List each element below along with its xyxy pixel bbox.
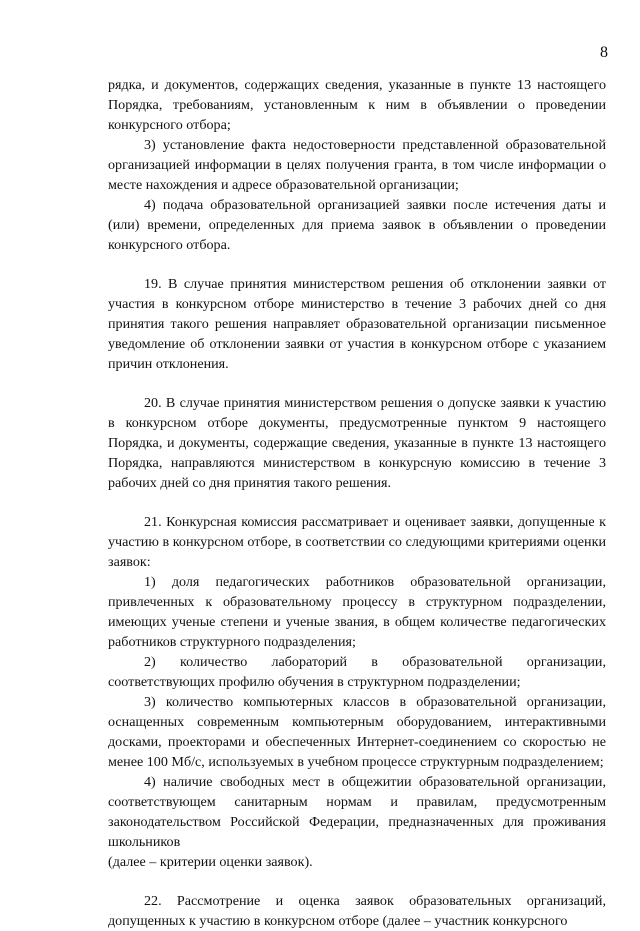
paragraph-20: 20. В случае принятия министерством решения о допуске заявки к участию в конкурсном отборе документы, предусмотренные пунктом 9 настоящего Порядка, и документы, содержащие сведения, указанные в пункте 13 настоящего Порядка, направляются министерством в конкурсную комиссию в течение 3 рабочих дней со дня принятия такого решения. [108,395,606,491]
criterion-4: 4) наличие свободных мест в общежитии образовательной организации, соответствующем санитарным нормам и правилам, предусмотренным законодательством Российской Федерации, предназначенных для проживания школьников [108,774,606,850]
list-item-4: 4) подача образовательной организацией заявки после истечения даты и (или) времени, определенных для приема заявок в объявлении о проведении конкурсного отбора. [108,197,606,253]
page-number: 8 [600,44,608,61]
paragraph-22: 22. Рассмотрение и оценка заявок образовательных организаций, допущенных к участию в конкурсном отборе (далее – участник конкурсного [108,893,606,929]
document-body [108,75,606,931]
paragraph-continuation: рядка, и документов, содержащих сведения, указанные в пункте 13 настоящего Порядка, требованиям, установленным к ним в объявлении о проведении конкурсного отбора; [108,77,606,133]
criterion-3: 3) количество компьютерных классов в образовательной организации, оснащенных современным компьютерным оборудованием, интерактивными досками, проекторами и обеспеченных Интернет-соединением со скоростью не менее 100 Мб/с, используемых в учебном процессе структурным подразделением; [108,694,606,770]
list-item-3: 3) установление факта недостоверности представленной образовательной организацией информации в целях получения гранта, в том числе информации о месте нахождения и адресе образовательной организации; [108,137,606,193]
criterion-1: 1) доля педагогических работников образовательной организации, привлеченных к образовательному процессу в структурном подразделении, имеющих ученые степени и ученые звания, в общем количестве педагогических работников структурного подразделения; [108,574,606,650]
criterion-2: 2) количество лабораторий в образовательной организации, соответствующих профилю обучения в структурном подразделении; [108,654,606,690]
criteria-definition: (далее – критерии оценки заявок). [108,854,313,870]
paragraph-21: 21. Конкурсная комиссия рассматривает и оценивает заявки, допущенные к участию в конкурсном отборе, в соответствии со следующими критериями оценки заявок: [108,514,606,570]
paragraph-19: 19. В случае принятия министерством решения об отклонении заявки от участия в конкурсном отборе министерство в течение 3 рабочих дней со дня принятия такого решения направляет образовательной организации письменное уведомление об отклонении заявки от участия в конкурсном отборе с указанием причин отклонения. [108,276,606,372]
